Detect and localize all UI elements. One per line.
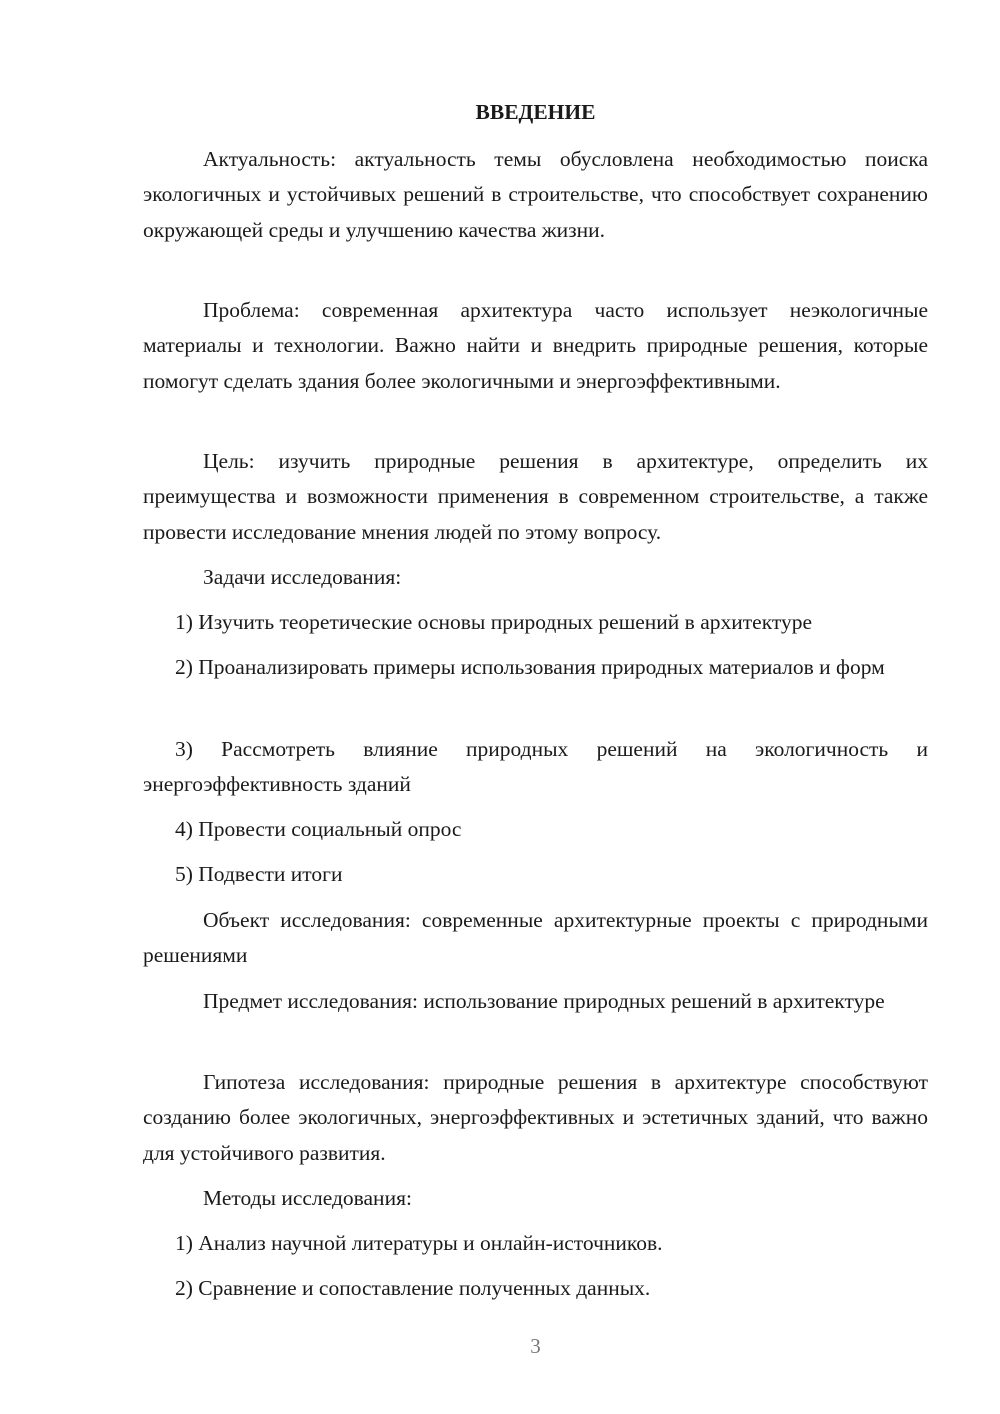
paragraph-goal: Цель: изучить природные решения в архитектуре, определить их преимущества и возможности применения в современном строительстве, а также провести исследование мнения людей по этому вопросу. [143, 449, 928, 544]
paragraph-tasks-heading: Задачи исследования: [203, 565, 402, 589]
method-item-2: 2) Сравнение и сопоставление полученных данных. [175, 1276, 651, 1300]
paragraph-problem: Проблема: современная архитектура часто использует неэкологичные материалы и технологии. Важно найти и внедрить природные решения, которые помогут сделать здания более экологичными и энергоэффективными. [143, 298, 928, 393]
paragraph-methods-heading: Методы исследования: [203, 1186, 412, 1210]
paragraph-subject: Предмет исследования: использование природных решений в архитектуре [203, 989, 885, 1013]
paragraph-relevance: Актуальность: актуальность темы обусловлена необходимостью поиска экологичных и устойчивых решений в строительстве, что способствует сохранению окружающей среды и улучшению качества жизни. [143, 147, 928, 242]
task-item-3: 3) Рассмотреть влияние природных решений на экологичность и энергоэффективность зданий [143, 737, 928, 797]
paragraph-hypothesis: Гипотеза исследования: природные решения в архитектуре способствуют созданию более экологичных, энергоэффективных и эстетичных зданий, что важно для устойчивого развития. [143, 1070, 928, 1165]
page-number: 3 [530, 1334, 541, 1358]
task-item-4: 4) Провести социальный опрос [175, 817, 462, 841]
page-title: ВВЕДЕНИЕ [475, 100, 596, 124]
task-item-2: 2) Проанализировать примеры использования природных материалов и форм [175, 655, 885, 679]
task-item-1: 1) Изучить теоретические основы природных решений в архитектуре [175, 610, 813, 634]
paragraph-object: Объект исследования: современные архитектурные проекты с природными решениями [143, 908, 928, 968]
method-item-1: 1) Анализ научной литературы и онлайн-источников. [175, 1231, 663, 1255]
task-item-5: 5) Подвести итоги [175, 862, 343, 886]
